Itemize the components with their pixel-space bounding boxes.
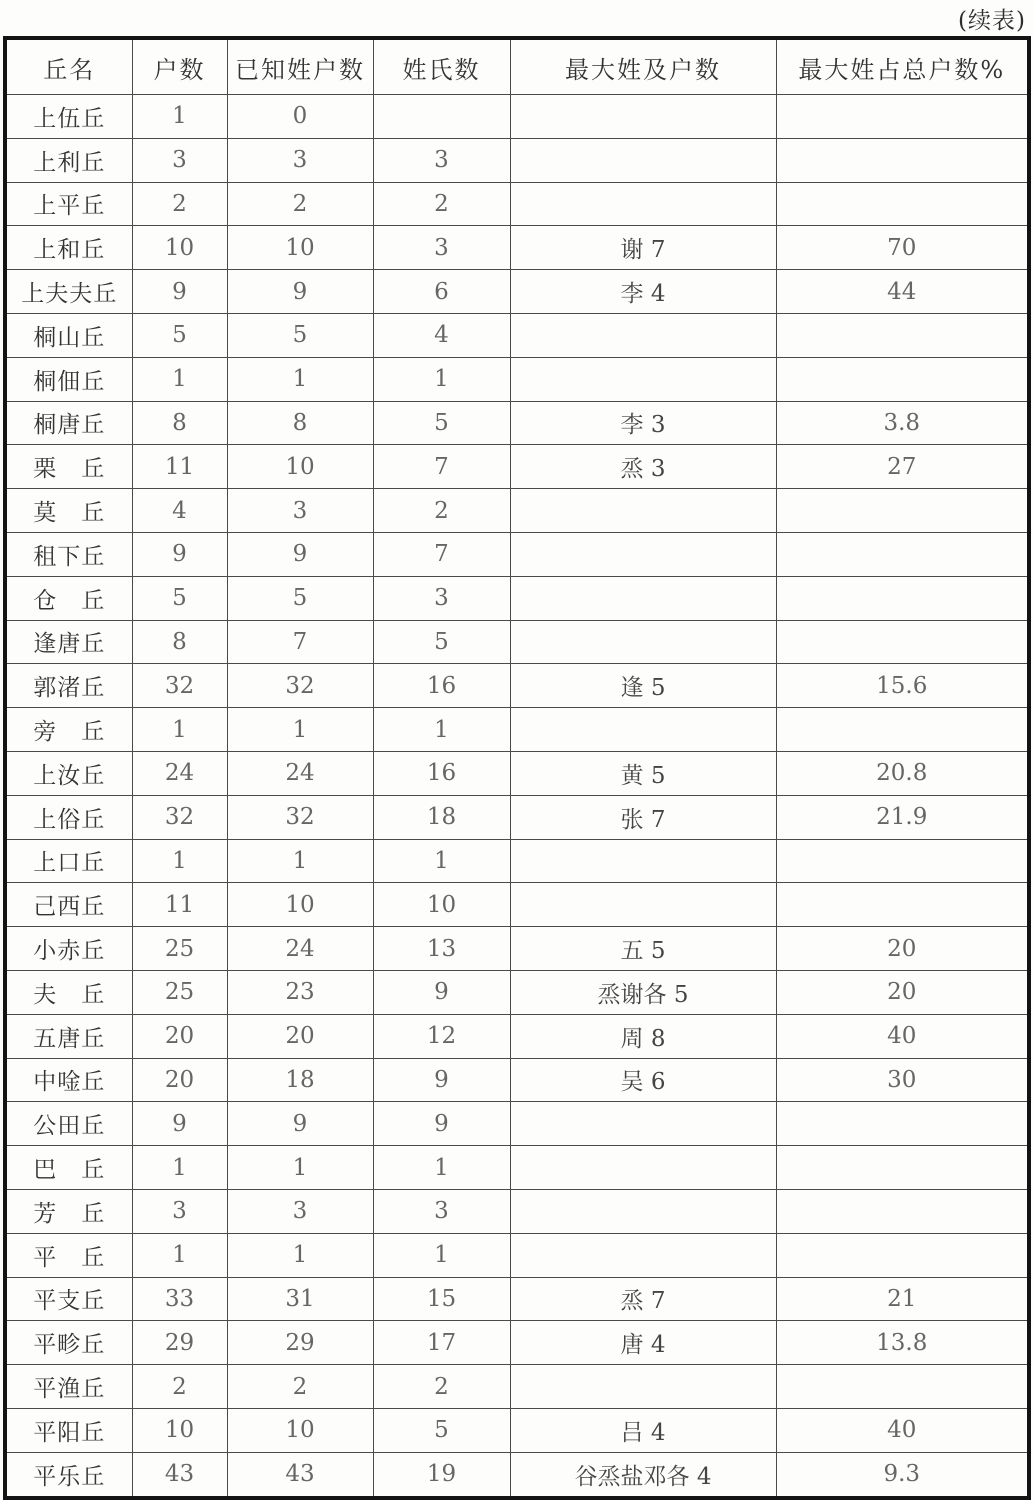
cell-surname-count: 1 [373,1146,510,1190]
cell-households: 8 [132,620,227,664]
cell-known-surname-households: 24 [227,927,373,971]
table-row [5,1277,1029,1321]
cell-surname-count: 13 [373,927,510,971]
cell-hill-name: 栗 丘 [5,445,132,489]
cell-surname-count: 7 [373,532,510,576]
table-row [5,839,1029,883]
cell-max-surname: 烝 3 [510,445,776,489]
cell-max-surname [510,357,776,401]
cell-known-surname-households: 0 [227,95,373,139]
cell-known-surname-households: 31 [227,1277,373,1321]
cell-surname-count: 2 [373,489,510,533]
cell-known-surname-households: 2 [227,1365,373,1409]
cell-households: 3 [132,1189,227,1233]
cell-surname-count: 3 [373,226,510,270]
cell-max-surname [510,532,776,576]
table-row [5,182,1029,226]
cell-max-surname-percent [776,532,1029,576]
cell-known-surname-households: 10 [227,1408,373,1452]
cell-hill-name: 夫 丘 [5,970,132,1014]
table-row [5,1058,1029,1102]
cell-known-surname-households: 5 [227,313,373,357]
cell-hill-name: 平支丘 [5,1277,132,1321]
cell-max-surname [510,1365,776,1409]
cell-max-surname [510,1233,776,1277]
cell-households: 1 [132,1146,227,1190]
col-header-max-surname-percent: 最大姓占总户数% [776,38,1029,95]
cell-households: 10 [132,226,227,270]
cell-max-surname: 五 5 [510,927,776,971]
cell-households: 10 [132,1408,227,1452]
cell-max-surname-percent [776,357,1029,401]
col-header-surname-count: 姓氏数 [373,38,510,95]
cell-known-surname-households: 9 [227,1102,373,1146]
cell-known-surname-households: 3 [227,1189,373,1233]
table-row [5,1146,1029,1190]
cell-surname-count: 3 [373,1189,510,1233]
cell-hill-name: 上平丘 [5,182,132,226]
cell-max-surname [510,883,776,927]
cell-max-surname-percent [776,489,1029,533]
cell-surname-count: 10 [373,883,510,927]
cell-known-surname-households: 1 [227,1233,373,1277]
cell-households: 1 [132,839,227,883]
cell-max-surname-percent: 9.3 [776,1452,1029,1497]
cell-known-surname-households: 1 [227,357,373,401]
cell-max-surname: 黄 5 [510,751,776,795]
table-row [5,489,1029,533]
cell-hill-name: 上俗丘 [5,795,132,839]
cell-hill-name: 旁 丘 [5,708,132,752]
cell-max-surname-percent: 21.9 [776,795,1029,839]
continuation-note: (续表) [958,8,1026,34]
cell-known-surname-households: 18 [227,1058,373,1102]
col-header-known-surname-households: 已知姓户数 [227,38,373,95]
cell-max-surname-percent [776,839,1029,883]
cell-max-surname: 李 4 [510,270,776,314]
cell-known-surname-households: 7 [227,620,373,664]
cell-max-surname [510,182,776,226]
table-row [5,795,1029,839]
cell-hill-name: 上口丘 [5,839,132,883]
cell-hill-name: 莫 丘 [5,489,132,533]
cell-surname-count: 1 [373,839,510,883]
cell-max-surname: 逢 5 [510,664,776,708]
cell-hill-name: 上夫夫丘 [5,270,132,314]
cell-known-surname-households: 3 [227,138,373,182]
cell-max-surname-percent: 40 [776,1014,1029,1058]
cell-known-surname-households: 32 [227,664,373,708]
cell-households: 20 [132,1058,227,1102]
cell-known-surname-households: 10 [227,226,373,270]
cell-households: 29 [132,1321,227,1365]
cell-known-surname-households: 2 [227,182,373,226]
cell-known-surname-households: 24 [227,751,373,795]
table-row [5,138,1029,182]
table-row [5,401,1029,445]
cell-max-surname-percent [776,1146,1029,1190]
cell-hill-name: 平乐丘 [5,1452,132,1497]
cell-max-surname-percent: 21 [776,1277,1029,1321]
cell-households: 9 [132,270,227,314]
cell-max-surname: 张 7 [510,795,776,839]
cell-hill-name: 郭渚丘 [5,664,132,708]
table-row [5,532,1029,576]
cell-max-surname-percent: 3.8 [776,401,1029,445]
cell-hill-name: 小赤丘 [5,927,132,971]
cell-surname-count: 1 [373,708,510,752]
hill-surname-statistics-table [3,36,1031,1500]
cell-surname-count: 4 [373,313,510,357]
cell-households: 9 [132,532,227,576]
cell-hill-name: 桐唐丘 [5,401,132,445]
header-row [5,38,1029,95]
cell-max-surname [510,1102,776,1146]
cell-hill-name: 己西丘 [5,883,132,927]
cell-known-surname-households: 1 [227,839,373,883]
cell-max-surname-percent [776,1365,1029,1409]
cell-max-surname-percent [776,138,1029,182]
cell-surname-count: 2 [373,1365,510,1409]
table-row [5,95,1029,139]
cell-hill-name: 平 丘 [5,1233,132,1277]
cell-hill-name: 平畛丘 [5,1321,132,1365]
cell-hill-name: 公田丘 [5,1102,132,1146]
cell-surname-count: 7 [373,445,510,489]
cell-max-surname: 烝谢各 5 [510,970,776,1014]
table-row [5,927,1029,971]
cell-surname-count: 3 [373,576,510,620]
cell-known-surname-households: 9 [227,532,373,576]
cell-households: 33 [132,1277,227,1321]
cell-households: 1 [132,357,227,401]
cell-households: 9 [132,1102,227,1146]
cell-max-surname [510,576,776,620]
cell-surname-count: 1 [373,1233,510,1277]
cell-hill-name: 平阳丘 [5,1408,132,1452]
cell-known-surname-households: 43 [227,1452,373,1497]
table-row [5,313,1029,357]
table-row [5,1102,1029,1146]
cell-max-surname: 谢 7 [510,226,776,270]
cell-max-surname-percent [776,576,1029,620]
cell-households: 1 [132,95,227,139]
cell-surname-count: 3 [373,138,510,182]
cell-max-surname-percent: 70 [776,226,1029,270]
cell-surname-count: 9 [373,970,510,1014]
cell-max-surname-percent [776,313,1029,357]
cell-households: 2 [132,1365,227,1409]
cell-max-surname-percent: 30 [776,1058,1029,1102]
table-row [5,970,1029,1014]
cell-max-surname [510,620,776,664]
cell-hill-name: 桐佃丘 [5,357,132,401]
cell-households: 4 [132,489,227,533]
table-row [5,576,1029,620]
table-row [5,357,1029,401]
table-row [5,1365,1029,1409]
cell-surname-count: 2 [373,182,510,226]
table-row [5,1452,1029,1497]
cell-hill-name: 巴 丘 [5,1146,132,1190]
cell-max-surname-percent: 13.8 [776,1321,1029,1365]
cell-max-surname [510,1189,776,1233]
cell-max-surname: 吴 6 [510,1058,776,1102]
table-row [5,1189,1029,1233]
cell-known-surname-households: 10 [227,883,373,927]
cell-households: 11 [132,883,227,927]
table-row [5,1233,1029,1277]
cell-max-surname-percent [776,182,1029,226]
cell-max-surname-percent: 44 [776,270,1029,314]
cell-max-surname: 烝 7 [510,1277,776,1321]
cell-households: 2 [132,182,227,226]
cell-households: 32 [132,664,227,708]
cell-surname-count: 1 [373,357,510,401]
cell-households: 20 [132,1014,227,1058]
cell-max-surname-percent [776,1189,1029,1233]
cell-hill-name: 租下丘 [5,532,132,576]
col-header-max-surname: 最大姓及户数 [510,38,776,95]
cell-surname-count: 16 [373,751,510,795]
cell-known-surname-households: 23 [227,970,373,1014]
cell-households: 11 [132,445,227,489]
cell-hill-name: 上和丘 [5,226,132,270]
cell-max-surname-percent: 20.8 [776,751,1029,795]
table-row [5,445,1029,489]
cell-surname-count: 6 [373,270,510,314]
cell-hill-name: 仓 丘 [5,576,132,620]
cell-max-surname-percent [776,95,1029,139]
cell-max-surname-percent [776,883,1029,927]
cell-known-surname-households: 9 [227,270,373,314]
cell-max-surname-percent [776,620,1029,664]
table-row [5,1408,1029,1452]
col-header-hill-name: 丘名 [5,38,132,95]
cell-max-surname: 周 8 [510,1014,776,1058]
cell-max-surname-percent [776,1102,1029,1146]
cell-households: 25 [132,970,227,1014]
cell-hill-name: 上汝丘 [5,751,132,795]
cell-max-surname [510,708,776,752]
cell-households: 43 [132,1452,227,1497]
table-row [5,883,1029,927]
cell-surname-count: 5 [373,1408,510,1452]
cell-known-surname-households: 5 [227,576,373,620]
cell-hill-name: 平渔丘 [5,1365,132,1409]
cell-households: 25 [132,927,227,971]
cell-households: 3 [132,138,227,182]
cell-surname-count [373,95,510,139]
cell-surname-count: 5 [373,620,510,664]
cell-max-surname: 吕 4 [510,1408,776,1452]
table-row [5,226,1029,270]
cell-households: 1 [132,1233,227,1277]
cell-hill-name: 上利丘 [5,138,132,182]
cell-surname-count: 9 [373,1058,510,1102]
cell-surname-count: 15 [373,1277,510,1321]
cell-surname-count: 5 [373,401,510,445]
cell-max-surname-percent [776,1233,1029,1277]
cell-max-surname-percent: 40 [776,1408,1029,1452]
table-row [5,708,1029,752]
cell-households: 8 [132,401,227,445]
cell-known-surname-households: 3 [227,489,373,533]
cell-hill-name: 逢唐丘 [5,620,132,664]
cell-max-surname: 唐 4 [510,1321,776,1365]
cell-max-surname: 李 3 [510,401,776,445]
cell-known-surname-households: 10 [227,445,373,489]
cell-hill-name: 上伍丘 [5,95,132,139]
cell-max-surname [510,1146,776,1190]
table-row [5,751,1029,795]
cell-surname-count: 18 [373,795,510,839]
cell-max-surname [510,489,776,533]
cell-surname-count: 9 [373,1102,510,1146]
cell-max-surname [510,313,776,357]
cell-max-surname [510,95,776,139]
cell-hill-name: 五唐丘 [5,1014,132,1058]
table-row [5,1321,1029,1365]
cell-max-surname-percent: 20 [776,970,1029,1014]
cell-max-surname-percent: 20 [776,927,1029,971]
cell-hill-name: 中唫丘 [5,1058,132,1102]
cell-households: 24 [132,751,227,795]
cell-max-surname-percent: 15.6 [776,664,1029,708]
cell-surname-count: 17 [373,1321,510,1365]
cell-known-surname-households: 20 [227,1014,373,1058]
col-header-households: 户数 [132,38,227,95]
cell-surname-count: 12 [373,1014,510,1058]
cell-hill-name: 芳 丘 [5,1189,132,1233]
cell-max-surname [510,839,776,883]
cell-known-surname-households: 8 [227,401,373,445]
cell-known-surname-households: 29 [227,1321,373,1365]
cell-max-surname: 谷烝盐邓各 4 [510,1452,776,1497]
table-row [5,270,1029,314]
cell-max-surname [510,138,776,182]
cell-max-surname-percent [776,708,1029,752]
cell-households: 32 [132,795,227,839]
cell-max-surname-percent: 27 [776,445,1029,489]
cell-surname-count: 19 [373,1452,510,1497]
cell-known-surname-households: 32 [227,795,373,839]
cell-households: 1 [132,708,227,752]
cell-known-surname-households: 1 [227,1146,373,1190]
table-row [5,664,1029,708]
table-row [5,1014,1029,1058]
cell-hill-name: 桐山丘 [5,313,132,357]
table-row [5,620,1029,664]
cell-known-surname-households: 1 [227,708,373,752]
cell-households: 5 [132,576,227,620]
cell-surname-count: 16 [373,664,510,708]
cell-households: 5 [132,313,227,357]
table-body [5,95,1029,1498]
